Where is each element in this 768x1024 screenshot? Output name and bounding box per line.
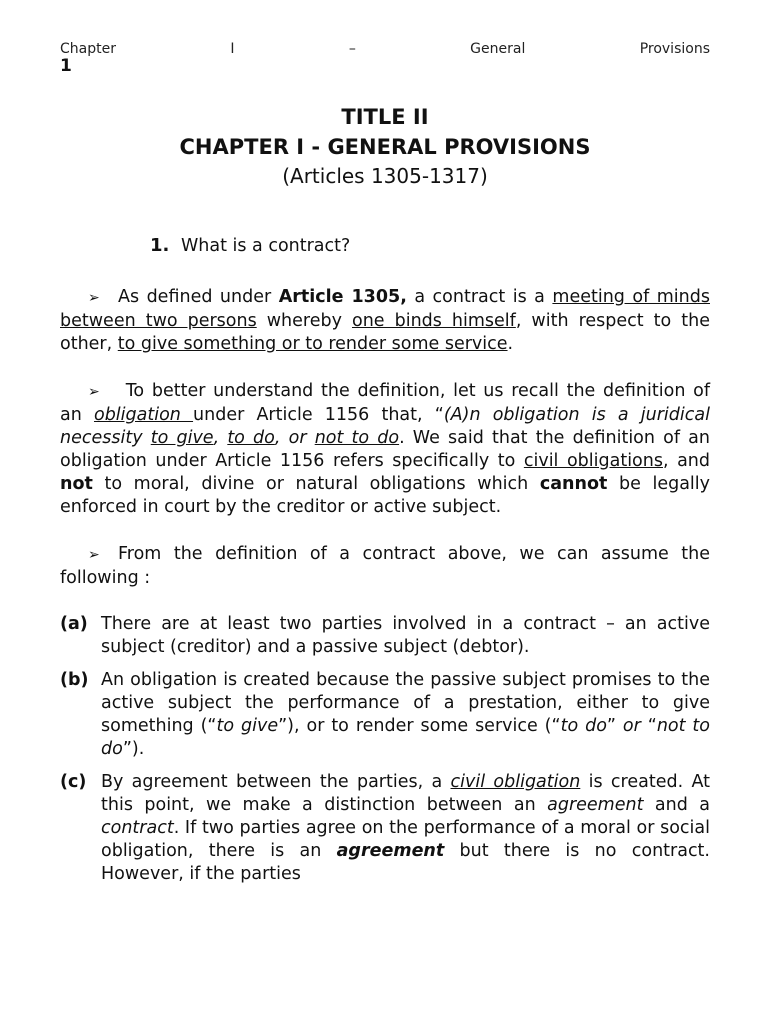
text-run: . We said that the definition of an obligation under Article 1156 refers specifically to: [60, 428, 710, 471]
text-run: (A)n obligation is a juridical necessity: [60, 405, 710, 448]
text-run: to give: [150, 428, 214, 448]
paragraph-definition: [60, 286, 710, 356]
arrow-bullet-icon: ➢: [88, 384, 100, 400]
list-item: [60, 613, 710, 659]
text-run: whereby: [256, 311, 352, 331]
text-run: but there is no contract. However, if the parties: [101, 841, 710, 884]
text-run: , or: [274, 428, 315, 448]
text-run: By agreement between the parties, a: [101, 772, 451, 792]
text-run: to give: [216, 716, 279, 736]
list-item-label: (a): [60, 614, 88, 634]
header-word-provisions: Provisions: [639, 41, 710, 57]
list-item-text: [101, 771, 710, 886]
list-item: [60, 771, 710, 886]
text-run: ”: [606, 716, 623, 736]
text-run: , and: [662, 451, 710, 471]
paragraph-assumptions: [60, 543, 710, 590]
chapter-heading: CHAPTER I - GENERAL PROVISIONS: [179, 135, 591, 159]
text-run: not: [60, 474, 93, 494]
list-item: [60, 669, 710, 761]
list-item-text: [101, 613, 710, 659]
text-run: to give something or to render some service: [117, 334, 508, 354]
text-run: agreement: [336, 841, 445, 861]
lettered-list: [60, 613, 710, 886]
text-run: ”), or to render some service (“: [278, 716, 561, 736]
paragraph-obligation: [60, 380, 710, 519]
text-run: meeting of minds: [552, 287, 710, 307]
question-text: What is a contract?: [180, 236, 351, 256]
text-run: to moral, divine or natural obligations which: [92, 474, 540, 494]
paragraph-text: [60, 287, 710, 354]
text-run: contract: [101, 818, 174, 838]
text-run: to do: [227, 428, 275, 448]
text-run: is created. At this point, we make a distinction between an: [101, 772, 710, 815]
question-number: 1.: [150, 235, 170, 256]
text-run: .: [507, 334, 514, 354]
title-block: [60, 102, 710, 190]
text-run: As defined under: [118, 287, 279, 307]
text-run: one binds himself: [352, 311, 516, 331]
text-run: cannot: [539, 474, 608, 494]
text-run: not to do: [101, 716, 710, 759]
text-run: to do: [560, 716, 607, 736]
document-page: [60, 40, 710, 896]
text-run: a contract is a: [406, 287, 553, 307]
running-header: [60, 40, 710, 58]
title-heading: TITLE II: [341, 105, 429, 129]
text-run: agreement: [547, 795, 644, 815]
header-word-chapter: Chapter: [60, 41, 116, 57]
text-run: and a: [643, 795, 711, 815]
text-run: or: [622, 716, 641, 736]
arrow-bullet-icon: ➢: [88, 290, 100, 306]
text-run: under Article 1156 that, “: [193, 405, 444, 425]
text-run: civil obligations: [523, 451, 663, 471]
text-run: ”).: [122, 739, 145, 759]
question-heading: [60, 234, 710, 258]
text-run: obligation: [93, 405, 194, 425]
text-run: , with respect to the other,: [60, 311, 710, 354]
header-word-general: General: [470, 41, 526, 57]
list-item-label: (c): [60, 772, 87, 792]
page-number: 1: [60, 56, 72, 76]
arrow-bullet-icon: ➢: [88, 547, 100, 563]
text-run: between two persons: [60, 311, 257, 331]
text-run: Article 1305,: [278, 287, 407, 307]
text-run: civil obligation: [450, 772, 581, 792]
text-run: An obligation is created because the passive subject promises to the active subject the performance of a prestation, either to give something (“: [101, 670, 710, 736]
text-run: ,: [213, 428, 228, 448]
text-run: “: [640, 716, 657, 736]
text-run: To better understand the definition, let us recall the definition of an: [60, 381, 710, 425]
header-word-dash: –: [348, 41, 356, 57]
articles-range: (Articles 1305-1317): [282, 164, 488, 188]
paragraph-text: [60, 381, 710, 517]
paragraph-text: [60, 544, 710, 588]
list-item-label: (b): [60, 670, 89, 690]
text-run: be legally enforced in court by the creditor or active subject.: [60, 474, 711, 517]
text-run: From the definition of a contract above, we can assume the following :: [60, 544, 710, 588]
text-run: . If two parties agree on the performance of a moral or social obligation, there is an: [101, 818, 710, 861]
text-run: not to do: [314, 428, 400, 448]
list-item-text: [101, 669, 710, 761]
header-word-roman: I: [230, 41, 235, 57]
text-run: There are at least two parties involved in a contract – an active subject (creditor) and a passive subject (debtor).: [101, 614, 710, 657]
